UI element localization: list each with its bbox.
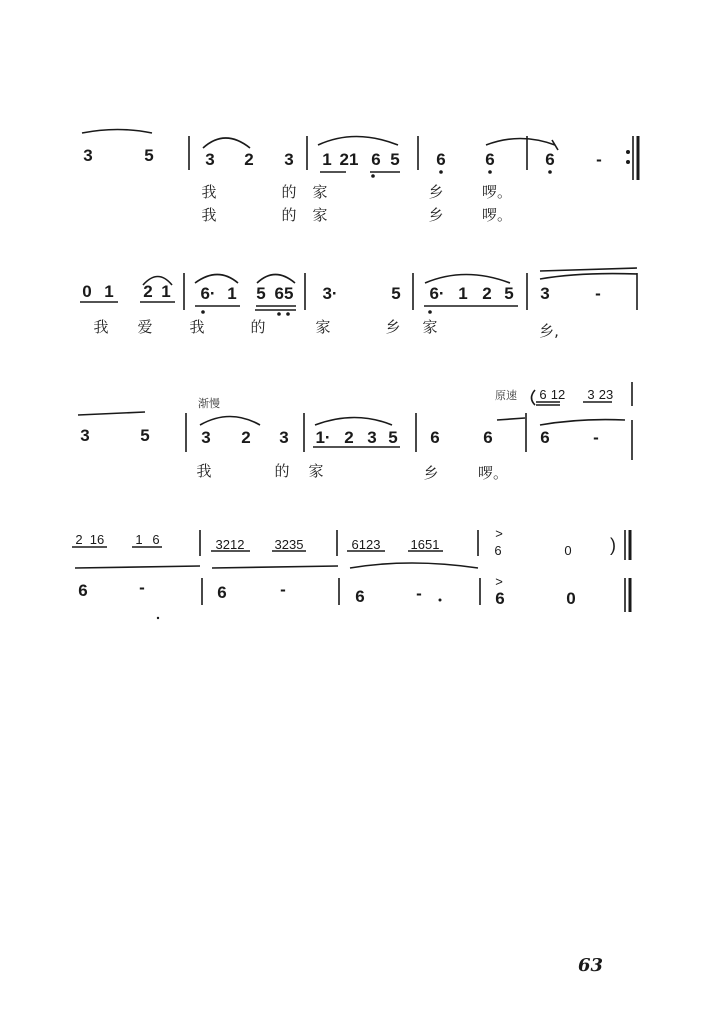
note: 1: [458, 284, 468, 303]
lyric: 家: [308, 462, 324, 480]
note: 0: [564, 543, 572, 558]
note: 3: [83, 146, 93, 165]
note: 2: [75, 532, 83, 547]
note: 5: [504, 284, 514, 303]
note: -: [139, 578, 145, 597]
note: 6: [495, 589, 505, 608]
note: 6: [355, 587, 365, 606]
lyric: 的: [274, 462, 290, 480]
note: 3: [279, 428, 289, 447]
accent-mark: >: [495, 574, 503, 589]
lyric: 的: [250, 318, 266, 336]
lyric: 我: [196, 462, 212, 480]
lyric: 我: [93, 318, 109, 336]
note: 3: [80, 426, 90, 445]
accent-mark: >: [495, 526, 503, 541]
note: 5: [391, 284, 401, 303]
note: 2: [482, 284, 492, 303]
note: 1: [322, 150, 332, 169]
note: 3: [367, 428, 377, 447]
note: 2: [344, 428, 354, 447]
note: 6: [371, 150, 381, 169]
note: 1·: [315, 428, 331, 447]
note: 6: [494, 543, 502, 558]
note: 6: [545, 150, 555, 169]
note: 21: [339, 150, 359, 169]
note: 6: [152, 532, 160, 547]
note: 12: [550, 387, 566, 402]
note: 3: [540, 284, 550, 303]
note: 5: [388, 428, 398, 447]
note: 1: [161, 282, 171, 301]
note: 1651: [410, 537, 440, 552]
note: -: [595, 284, 601, 303]
note: 3212: [215, 537, 245, 552]
note: 6: [483, 428, 493, 447]
note: 23: [598, 387, 614, 402]
lyric: 的: [281, 183, 297, 201]
note: 5: [256, 284, 266, 303]
lyric: 家: [312, 183, 328, 201]
note: 6: [436, 150, 446, 169]
note: 5: [140, 426, 150, 445]
note: 3235: [274, 537, 304, 552]
note: 2: [244, 150, 254, 169]
note: 6: [540, 428, 550, 447]
lyric: 家: [315, 318, 331, 336]
note: -: [596, 150, 602, 169]
note: 1: [135, 532, 143, 547]
tempo-marking-original: 原速: [495, 389, 517, 402]
bracket: ): [610, 535, 616, 555]
note: 3: [205, 150, 215, 169]
lyric: 乡: [385, 318, 401, 336]
lyric: 啰。: [481, 206, 513, 224]
lyric: 乡: [428, 183, 444, 201]
lyric: 我: [189, 318, 205, 336]
note: -: [593, 428, 599, 447]
page-number: 63: [578, 955, 604, 976]
note: -: [416, 584, 422, 603]
note: -: [280, 580, 286, 599]
lyric: 我: [201, 183, 217, 201]
note: 6: [539, 387, 547, 402]
note: 6: [217, 583, 227, 602]
lyric: 啰。: [481, 183, 513, 201]
note: 2: [241, 428, 251, 447]
note: 6·: [429, 284, 445, 303]
note: 6: [485, 150, 495, 169]
note: 16: [89, 532, 105, 547]
note: 6: [430, 428, 440, 447]
note: 3: [587, 387, 595, 402]
note: 1: [104, 282, 114, 301]
note: 2: [143, 282, 153, 301]
note: 6123: [351, 537, 381, 552]
note: 3: [201, 428, 211, 447]
tempo-marking-slow: 渐慢: [198, 397, 220, 410]
lyric: 家: [312, 206, 328, 224]
note: 1: [227, 284, 237, 303]
note: 6·: [200, 284, 216, 303]
note: 6: [78, 581, 88, 600]
lyric: 家: [422, 318, 438, 336]
lyric: 的: [281, 206, 297, 224]
lyric: 乡: [428, 206, 444, 224]
lyric: 乡,: [539, 322, 559, 340]
lyric: 爱: [137, 318, 153, 336]
lyric: 我: [201, 206, 217, 224]
note: 5: [144, 146, 154, 165]
note: 3: [284, 150, 294, 169]
note: 5: [390, 150, 400, 169]
lyric: 啰。: [477, 464, 509, 482]
note: 65: [274, 284, 294, 303]
note: 0: [82, 282, 92, 301]
note: 0: [566, 589, 576, 608]
lyric: 乡: [423, 464, 439, 482]
note: 3·: [322, 284, 338, 303]
